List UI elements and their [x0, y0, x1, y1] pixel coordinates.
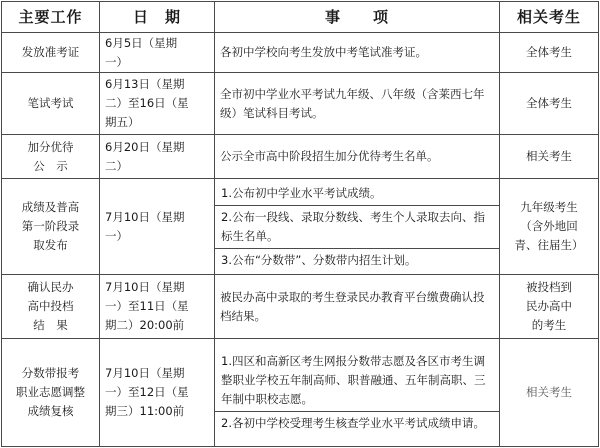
- date-cell: [100, 339, 215, 447]
- work-text: 笔试考试: [27, 96, 74, 110]
- table-row: [2, 339, 599, 447]
- list-item: 3.公布“分数带”、分数带内招生计划。: [221, 252, 417, 267]
- work-text: 加分优待: [27, 139, 74, 154]
- work-text: 高中投档: [27, 299, 74, 313]
- who-cell: [500, 339, 599, 447]
- work-cell: [2, 275, 100, 339]
- item-cell: [215, 135, 500, 179]
- table-row: [2, 33, 599, 73]
- work-cell: [2, 135, 100, 179]
- who-text: 全体考生: [526, 96, 572, 110]
- date-line: 一）至12日（星: [105, 385, 189, 399]
- item-text: 各初中学校向考生发放中考笔试准考证。: [220, 45, 427, 59]
- item-text: 公示全市高中阶段招生加分优待考生名单。: [220, 149, 439, 163]
- list-item: 1.公布初中学业水平考试成绩。: [215, 182, 499, 206]
- work-text: 公 示: [33, 158, 68, 173]
- item-cell: [215, 73, 500, 135]
- date-cell: [100, 33, 215, 73]
- date-line: 一）至11日（星: [105, 299, 189, 313]
- work-text: 第一阶段录: [21, 219, 80, 233]
- item-cell: [215, 179, 500, 275]
- date-line: 7月10日（星期: [105, 209, 185, 224]
- work-cell: [2, 33, 100, 73]
- list-item: 2.各初中学校受理考生核查学业水平考试成绩申请。: [221, 416, 485, 430]
- who-text: 相关考生: [526, 385, 572, 399]
- work-text: 结 果: [33, 318, 68, 332]
- who-text: 相关考生: [526, 149, 572, 163]
- work-cell: [2, 339, 100, 447]
- date-line: 7月10日（星期: [105, 366, 185, 380]
- list-item: 2.公布一段线、录取分数线、考生个人录取去向、指标生名单。: [215, 206, 499, 249]
- work-text: 职业志愿调整: [16, 385, 85, 399]
- who-text: 青、往届生）: [514, 238, 584, 252]
- who-text: （含外地回: [520, 219, 578, 233]
- who-cell: [500, 33, 599, 73]
- date-cell: [100, 73, 215, 135]
- who-cell: [500, 179, 599, 275]
- date-line: 期五）: [105, 115, 140, 129]
- who-text: 全体考生: [526, 45, 572, 59]
- table-row: [2, 275, 599, 339]
- item-text: 全市初中学业水平考试九年级、八年级（含莱西七年级）笔试科目考试。: [220, 86, 485, 120]
- who-text: 被投档到: [526, 280, 572, 294]
- date-line: 一）: [105, 228, 128, 243]
- work-cell: [2, 179, 100, 275]
- item-cell: [215, 33, 500, 73]
- item-cell: [215, 339, 500, 447]
- list-item: 1.四区和高新区考生网报分数带志愿及各区市考生调整职业学校五年制高师、职普融通、五年制高职、三年制中职校志愿。: [215, 350, 499, 412]
- who-text: 的考生: [531, 318, 567, 332]
- date-cell: [100, 179, 215, 275]
- item-cell: [215, 275, 500, 339]
- header-date: 日 期: [100, 2, 215, 33]
- table-row: [2, 73, 599, 135]
- schedule-table: [1, 1, 599, 447]
- table-row: [2, 179, 599, 275]
- item-text: 被民办高中录取的考生登录民办教育平台缴费确认投档结果。: [220, 289, 485, 323]
- date-line: 二）至16日（星: [105, 96, 189, 110]
- date-line: 期二）20:00前: [105, 318, 185, 332]
- date-cell: [100, 135, 215, 179]
- header-work: 主要工作: [2, 2, 100, 33]
- date-cell: [100, 275, 215, 339]
- date-line: 一）: [105, 54, 128, 69]
- date-line: 6月5日（星期: [105, 35, 178, 50]
- header-items: 事 项: [215, 2, 500, 33]
- date-line: 7月10日（星期: [105, 280, 185, 294]
- work-cell: [2, 73, 100, 135]
- date-line: 期三）11:00前: [105, 404, 185, 418]
- work-text: 确认民办: [27, 280, 74, 294]
- who-cell: [500, 135, 599, 179]
- who-text: 九年级考生: [520, 200, 578, 214]
- work-text: 发放准考证: [21, 45, 80, 59]
- table-row: [2, 135, 599, 179]
- date-line: 6月20日（星期: [105, 139, 185, 154]
- header-who: 相关考生: [500, 2, 599, 33]
- header-row: [2, 2, 599, 33]
- who-cell: [500, 73, 599, 135]
- who-cell: [500, 275, 599, 339]
- date-line: 6月13日（星期: [105, 77, 185, 91]
- work-text: 成绩及普高: [21, 200, 80, 214]
- who-text: 民办高中: [526, 299, 572, 313]
- work-text: 成绩复核: [27, 404, 74, 418]
- date-line: 二）: [105, 158, 128, 173]
- work-text: 取发布: [33, 238, 68, 252]
- work-text: 分数带报考: [21, 366, 80, 380]
